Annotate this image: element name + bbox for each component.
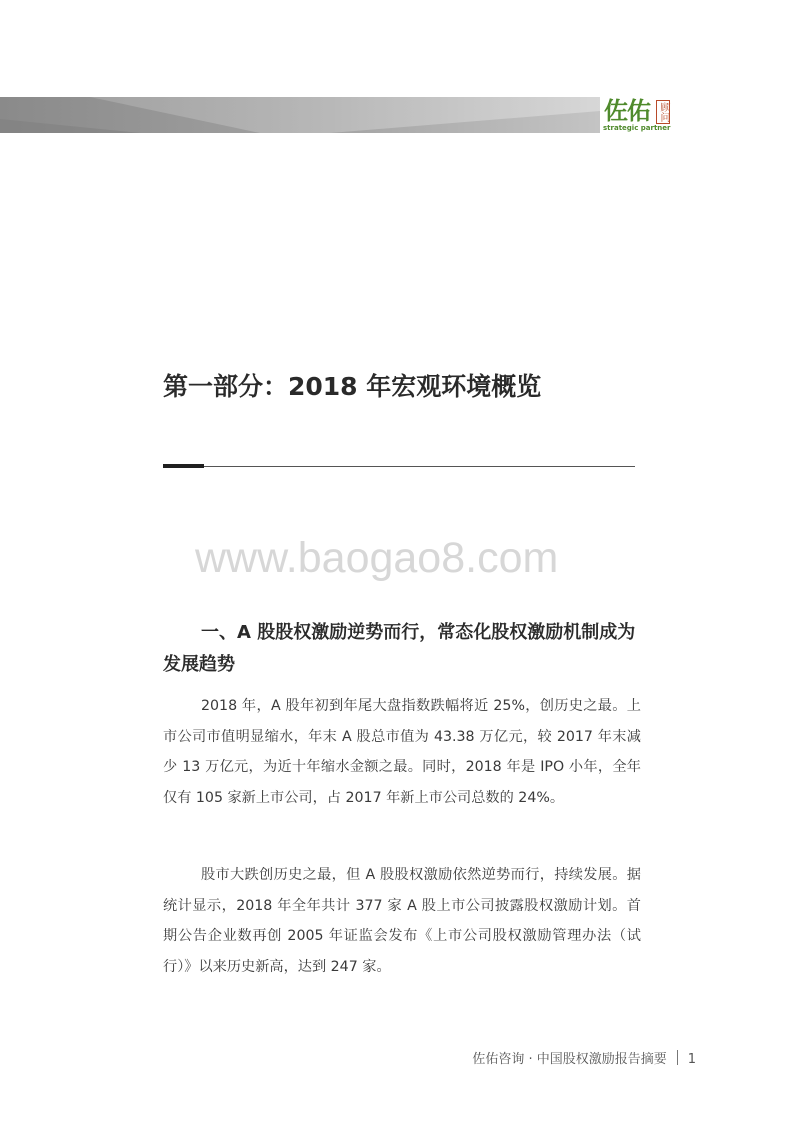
- title-divider: [163, 466, 635, 467]
- body-paragraph-1: 2018 年，A 股年初到年尾大盘指数跌幅将近 25%，创历史之最。上市公司市值明显缩水，年末 A 股总市值为 43.38 万亿元，较 2017 年末减少 13 万亿元，为近十年缩水金额之最。同时，2018 年是 IPO 小年，全年仅有 105 家新上市公司，占 2017 年新上市公司总数的 24%。: [163, 698, 641, 806]
- title-divider-accent: [163, 464, 204, 468]
- footer-separator: [677, 1050, 678, 1065]
- page-footer: [472, 1050, 696, 1070]
- header-band-graphic: [0, 97, 600, 133]
- brand-logo: [600, 97, 680, 137]
- logo-main-text: 佐佑: [604, 97, 650, 125]
- body-paragraph-2: 股市大跌创历史之最，但 A 股股权激励依然逆势而行，持续发展。据统计显示，2018 年全年共计 377 家 A 股上市公司披露股权激励计划。首期公告企业数再创 2005 年证监会发布《上市公司股权激励管理办法（试行）》以来历史新高，达到 247 家。: [163, 867, 641, 975]
- header-band: [0, 97, 600, 133]
- footer-text: 佐佑咨询 · 中国股权激励报告摘要: [472, 1052, 667, 1067]
- logo-tagline: strategic partner: [603, 124, 671, 132]
- watermark: www.baogao8.com: [195, 534, 559, 582]
- subheading: 一、A 股股权激励逆势而行，常态化股权激励机制成为发展趋势: [163, 622, 636, 675]
- logo-seal: 顾问: [658, 102, 669, 122]
- section-title: 第一部分：2018 年宏观环境概览: [163, 372, 542, 401]
- page-number: 1: [687, 1052, 696, 1067]
